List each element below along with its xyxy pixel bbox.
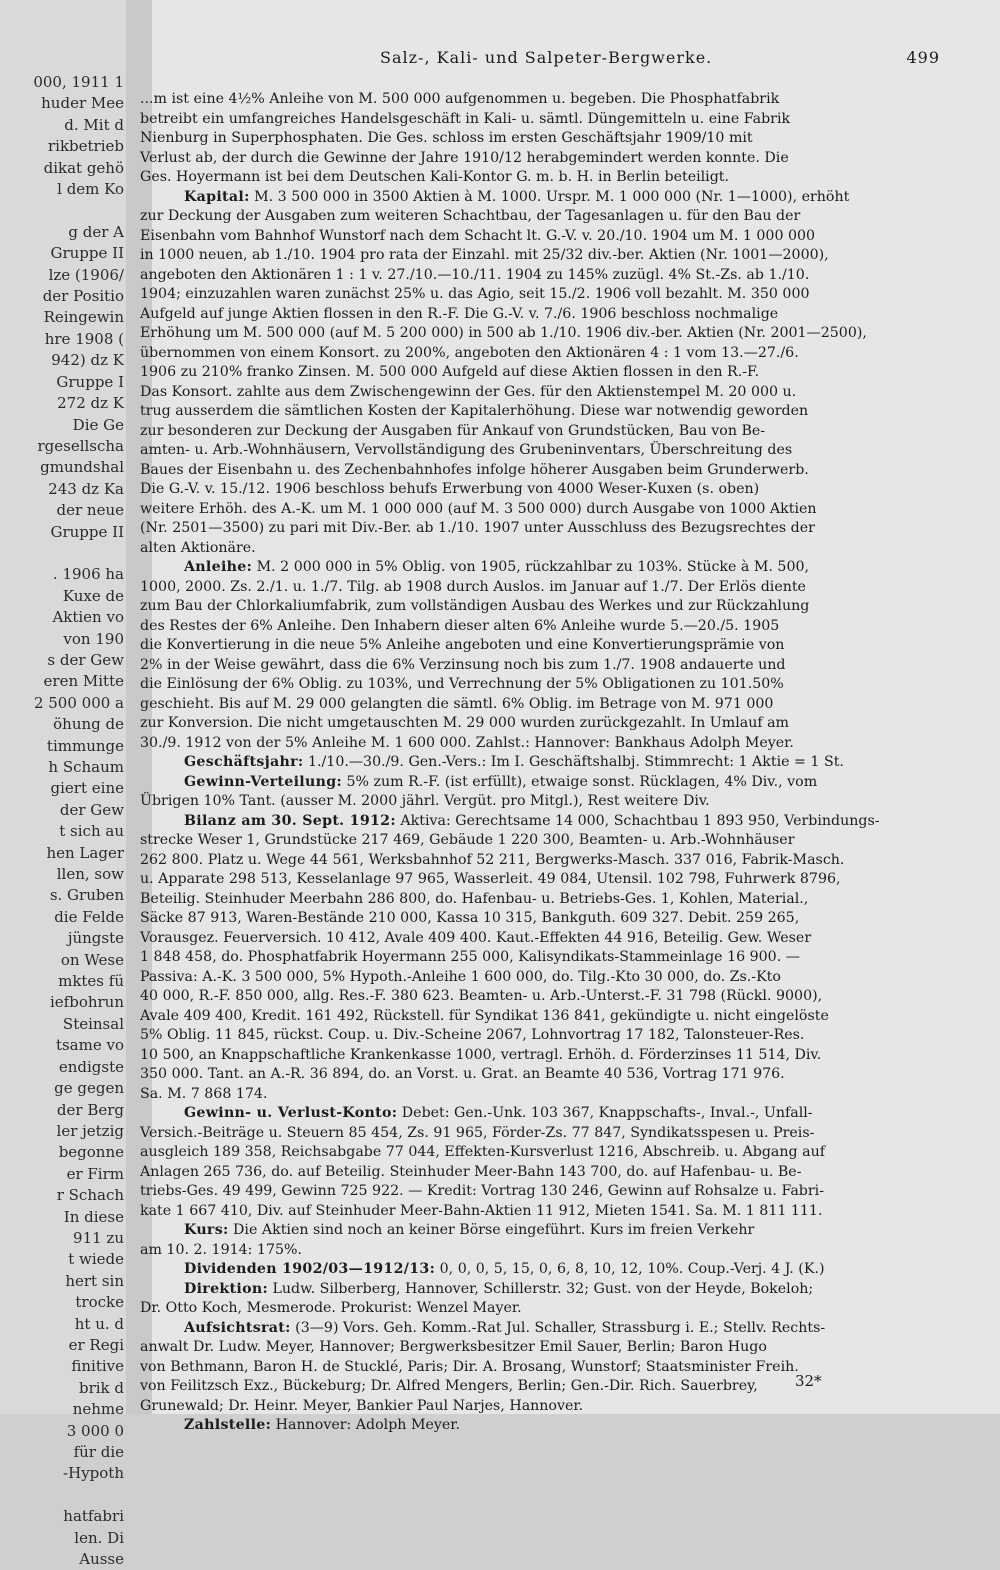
line-text: 1000, 2000. Zs. 2./1. u. 1./7. Tilg. ab 1908 durch Auslos. im Januar auf 1./7. Der Erlös diente bbox=[140, 578, 806, 595]
facing-page-line: s der Gew bbox=[47, 650, 124, 669]
facing-page-line: begonne bbox=[58, 1143, 124, 1162]
text-line bbox=[140, 129, 938, 149]
facing-page-line: rikbetrieb bbox=[47, 137, 124, 156]
line-text: ausgleich 189 358, Reichsabgabe 77 044, Effekten-Kursverlust 1216, Abschreib. u. Abgang auf bbox=[140, 1144, 825, 1160]
text-line bbox=[140, 207, 938, 227]
facing-page-line: 272 dz K bbox=[57, 394, 124, 413]
facing-page-line: dikat gehö bbox=[43, 158, 124, 177]
line-text: 2% in der Weise gewährt, dass die 6% Verzinsung noch bis zum 1./7. 1908 andauerte und bbox=[140, 656, 786, 673]
text-line bbox=[140, 285, 938, 305]
facing-page-line: len. Di bbox=[74, 1528, 124, 1547]
section-label: Aufsichtsrat: bbox=[184, 1319, 291, 1336]
text-line bbox=[140, 168, 938, 188]
line-text: 1./10.—30./9. Gen.-Vers.: Im I. Geschäftshalbj. Stimmrecht: 1 Aktie = 1 St. bbox=[303, 754, 844, 770]
text-line bbox=[140, 870, 938, 890]
text-line bbox=[140, 422, 938, 442]
facing-page-line: der neue bbox=[56, 501, 124, 520]
text-line bbox=[140, 1104, 938, 1124]
line-text: in 1000 neuen, ab 1./10. 1904 pro rata der Einzahl. mit 25/32 div.-ber. Aktien (Nr. 1001—2000), bbox=[140, 247, 829, 263]
line-text: Eisenbahn vom Bahnhof Wunstorf nach dem Schacht lt. G.-V. v. 20./10. 1904 um M. 1 000 000 bbox=[140, 227, 816, 244]
line-text: Avale 409 400, Kredit. 161 492, Rückstell. für Syndikat 136 841, gekündigte u. nicht eingelöste bbox=[140, 1007, 829, 1024]
facing-page-line: jüngste bbox=[67, 929, 124, 948]
line-text: alten Aktionäre. bbox=[140, 539, 256, 556]
line-text: die Einlösung der 6% Oblig. zu 103%, und Verrechnung der 5% Obligationen zu 101.50% bbox=[140, 676, 784, 692]
line-text: Grunewald; Dr. Heinr. Meyer, Bankier Paul Narjes, Hannover. bbox=[140, 1397, 584, 1414]
paragraph bbox=[140, 1260, 938, 1280]
line-text: angeboten den Aktionären 1 : 1 v. 27./10.—10./11. 1904 zu 145% zuzügl. 4% St.-Zs. ab 1./10. bbox=[140, 266, 810, 283]
line-text: M. 2 000 000 in 5% Oblig. von 1905, rückzahlbar zu 103%. Stücke à M. 500, bbox=[252, 559, 810, 575]
line-text: Hannover: Adolph Meyer. bbox=[271, 1417, 461, 1433]
facing-page-line: gmundshal bbox=[40, 458, 124, 477]
facing-page-line: hatfabri bbox=[63, 1507, 124, 1526]
facing-page-line: r Schach bbox=[56, 1186, 124, 1205]
facing-page-line: Ausse bbox=[79, 1550, 124, 1569]
facing-page-line: Gruppe II bbox=[50, 522, 124, 541]
section-label: Gewinn-Verteilung: bbox=[184, 773, 342, 790]
facing-page-line: hre 1908 ( bbox=[44, 329, 124, 348]
text-line bbox=[140, 324, 938, 344]
facing-page-line bbox=[0, 543, 124, 564]
section-label: Geschäftsjahr: bbox=[184, 754, 304, 770]
text-line bbox=[140, 363, 938, 383]
facing-page-line: Die Ge bbox=[72, 415, 124, 434]
line-text: 30./9. 1912 von der 5% Anleihe M. 1 600 000. Zahlst.: Hannover: Bankhaus Adolph Meyer. bbox=[140, 734, 794, 751]
line-text: Die G.-V. v. 15./12. 1906 beschloss behufs Erwerbung von 4000 Weser-Kuxen (s. oben) bbox=[140, 481, 760, 497]
section-label: Anleihe: bbox=[184, 559, 253, 575]
text-line bbox=[140, 246, 938, 266]
facing-page-line: er Regi bbox=[68, 1335, 124, 1354]
facing-page-line: ler jetzig bbox=[56, 1121, 124, 1140]
facing-page-line: er Firm bbox=[66, 1164, 124, 1183]
line-text: zum Bau der Chlorkaliumfabrik, zum vollständigen Ausbau des Werkes und zur Rückzahlung bbox=[140, 598, 810, 614]
section-label: Kapital: bbox=[184, 188, 250, 205]
facing-page-line: Reingewin bbox=[43, 308, 124, 327]
facing-page-line: der Positio bbox=[42, 287, 124, 306]
facing-page-line: l dem Ko bbox=[57, 180, 124, 199]
text-line bbox=[140, 188, 938, 208]
facing-page-line bbox=[0, 1485, 124, 1506]
facing-page-line: In diese bbox=[63, 1207, 124, 1226]
line-text: 262 800. Platz u. Wege 44 561, Werksbahnhof 52 211, Bergwerks-Masch. 337 016, Fabrik-Masch. bbox=[140, 851, 845, 868]
paragraph bbox=[140, 812, 938, 1105]
facing-page-line: brik d bbox=[78, 1378, 124, 1397]
paragraph bbox=[140, 90, 938, 188]
facing-page-line: die Felde bbox=[54, 907, 124, 926]
facing-page-line: Gruppe I bbox=[56, 372, 124, 391]
text-line bbox=[140, 1260, 938, 1280]
facing-page-line: 000, 1911 1 bbox=[33, 73, 124, 91]
line-text: geschieht. Bis auf M. 29 000 gelangten die sämtl. 6% Oblig. im Betrage von M. 971 000 bbox=[140, 695, 774, 712]
text-line bbox=[140, 500, 938, 520]
section-label: Gewinn- u. Verlust-Konto: bbox=[184, 1105, 398, 1121]
line-text: trug ausserdem die sämtlichen Kosten der Kapitalerhöhung. Diese war notwendig geworden bbox=[140, 403, 809, 419]
line-text: Nienburg in Superphosphaten. Die Ges. schloss im ersten Geschäftsjahr 1909/10 mit bbox=[140, 130, 753, 146]
page-number: 499 bbox=[906, 48, 940, 67]
text-line bbox=[140, 1046, 938, 1066]
text-line bbox=[140, 812, 938, 832]
line-text: Anlagen 265 736, do. auf Beteilig. Steinhuder Meer-Bahn 143 700, do. auf Hafenbau- u. Be- bbox=[140, 1163, 802, 1180]
line-text: Versich.-Beiträge u. Steuern 85 454, Zs. 91 965, Förder-Zs. 77 847, Syndikatsspesen u. Preis- bbox=[140, 1124, 815, 1141]
text-line bbox=[140, 227, 938, 247]
text-line bbox=[140, 266, 938, 286]
paragraph bbox=[140, 1319, 938, 1417]
text-line bbox=[140, 1163, 938, 1183]
section-label: Direktion: bbox=[184, 1280, 268, 1297]
text-line bbox=[140, 1221, 938, 1241]
paragraph bbox=[140, 1221, 938, 1260]
facing-page-line: ge gegen bbox=[54, 1079, 124, 1098]
text-line bbox=[140, 1299, 938, 1319]
facing-page-line: mktes fü bbox=[58, 972, 124, 991]
facing-page-line: der Gew bbox=[59, 800, 124, 819]
facing-page-fragment bbox=[0, 0, 127, 1569]
text-line bbox=[140, 1124, 938, 1144]
text-line bbox=[140, 402, 938, 422]
line-text: 0, 0, 0, 5, 15, 0, 6, 8, 10, 12, 10%. Coup.-Verj. 4 J. (K.) bbox=[435, 1261, 825, 1277]
facing-page-line: 243 dz Ka bbox=[48, 479, 124, 498]
text-line bbox=[140, 890, 938, 910]
facing-page-line: h Schaum bbox=[48, 758, 124, 776]
text-line bbox=[140, 110, 938, 130]
facing-page-line: Aktien vo bbox=[52, 608, 124, 627]
facing-page-line: -Hypoth bbox=[63, 1464, 124, 1483]
text-line bbox=[140, 519, 938, 539]
text-line bbox=[140, 558, 938, 578]
text-line bbox=[140, 753, 938, 773]
text-line bbox=[140, 968, 938, 988]
section-label: Zahlstelle: bbox=[184, 1417, 272, 1433]
text-line bbox=[140, 851, 938, 871]
text-line bbox=[140, 656, 938, 676]
paragraph bbox=[140, 773, 938, 812]
line-text: Aufgeld auf junge Aktien flossen in den R.-F. Die G.-V. v. 7./6. 1906 beschloss nochmalige bbox=[140, 305, 779, 322]
line-text: ...m ist eine 4½% Anleihe von M. 500 000 aufgenommen u. begeben. Die Phosphatfabrik bbox=[140, 91, 780, 107]
facing-page-line: eren Mitte bbox=[43, 672, 124, 691]
facing-page-line: d. Mit d bbox=[64, 115, 124, 134]
line-text: 5% Oblig. 11 845, rückst. Coup. u. Div.-Scheine 2067, Lohnvortrag 17 182, Talonsteuer-Res. bbox=[140, 1027, 805, 1043]
facing-page-line: on Wese bbox=[60, 950, 124, 969]
facing-page-line: 2 500 000 a bbox=[33, 693, 124, 712]
facing-page-line: lze (1906/ bbox=[48, 265, 124, 284]
line-text: Baues der Eisenbahn u. des Zechenbahnhofes infolge höherer Ausgaben beim Grunderwerb. bbox=[140, 461, 809, 478]
page-footer bbox=[140, 1372, 940, 1394]
paragraph bbox=[140, 753, 938, 773]
text-line bbox=[140, 1182, 938, 1202]
text-line bbox=[140, 792, 938, 812]
line-text: M. 3 500 000 in 3500 Aktien à M. 1000. Urspr. M. 1 000 000 (Nr. 1—1000), erhöht bbox=[249, 188, 850, 205]
paragraph bbox=[140, 1416, 938, 1436]
facing-page-line: ht u. d bbox=[74, 1314, 124, 1333]
facing-page-line: rgesellscha bbox=[37, 436, 124, 455]
text-line bbox=[140, 441, 938, 461]
facing-page-line: hen Lager bbox=[46, 843, 124, 862]
text-line bbox=[140, 948, 938, 968]
facing-page-line: g der A bbox=[68, 222, 124, 241]
line-text: Debet: Gen.-Unk. 103 367, Knappschafts-, Inval.-, Unfall- bbox=[397, 1105, 813, 1121]
text-line bbox=[140, 1338, 938, 1358]
text-line bbox=[140, 714, 938, 734]
text-line bbox=[140, 1065, 938, 1085]
line-text: triebs-Ges. 49 499, Gewinn 725 922. — Kredit: Vortrag 130 246, Gewinn auf Rohsalze u. Fabri- bbox=[140, 1183, 824, 1199]
text-line bbox=[140, 344, 938, 364]
line-text: betreibt ein umfangreiches Handelsgeschäft in Kali- u. sämtl. Düngemitteln u. eine Fabrik bbox=[140, 110, 791, 127]
line-text: am 10. 2. 1914: 175%. bbox=[140, 1241, 303, 1258]
line-text: 1906 zu 210% franko Zinsen. M. 500 000 Aufgeld auf diese Aktien flossen in den R.-F. bbox=[140, 364, 760, 380]
text-line bbox=[140, 1026, 938, 1046]
text-line bbox=[140, 1085, 938, 1105]
line-text: Aktiva: Gerechtsame 14 000, Schachtbau 1 893 950, Verbindungs- bbox=[395, 812, 880, 829]
paragraph bbox=[140, 1104, 938, 1221]
text-line bbox=[140, 1280, 938, 1300]
line-text: von Feilitzsch Exz., Bückeburg; Dr. Alfred Mengers, Berlin; Gen.-Dir. Rich. Sauerbrey, bbox=[140, 1378, 758, 1394]
line-text: weitere Erhöh. des A.-K. um M. 1 000 000 (auf M. 3 500 000) durch Ausgabe von 1000 Aktien bbox=[140, 500, 817, 517]
facing-page-line: nehme bbox=[72, 1400, 124, 1419]
line-text: des Restes der 6% Anleihe. Den Inhabern dieser alten 6% Anleihe wurde 5.—20./5. 1905 bbox=[140, 617, 780, 634]
line-text: 5% zum R.-F. (ist erfüllt), etwaige sonst. Rücklagen, 4% Div., vom bbox=[341, 773, 818, 790]
facing-page-line: t wiede bbox=[68, 1250, 124, 1269]
text-line bbox=[140, 987, 938, 1007]
facing-page-line: Steinsal bbox=[62, 1014, 124, 1033]
line-text: Das Konsort. zahlte aus dem Zwischengewinn der Ges. für den Aktienstempel M. 20 000 u. bbox=[140, 383, 797, 400]
facing-page-line: giert eine bbox=[50, 779, 124, 798]
text-line bbox=[140, 773, 938, 793]
line-text: 1 848 458, do. Phosphatfabrik Hoyermann 255 000, Kalisyndikats-Stammeinlage 16 900. — bbox=[140, 949, 800, 965]
facing-page-line: 942) dz K bbox=[51, 351, 124, 370]
running-title: Salz-, Kali- und Salpeter-Bergwerke. bbox=[380, 48, 713, 67]
line-text: 40 000, R.-F. 850 000, allg. Res.-F. 380 623. Beamten- u. Arb.-Unterst.-F. 31 798 (Rückl. 9000), bbox=[140, 988, 823, 1004]
line-text: zur Deckung der Ausgaben zum weiteren Schachtbau, der Tagesanlagen u. für den Bau der bbox=[140, 208, 801, 224]
facing-page-line: timmunge bbox=[46, 736, 124, 755]
facing-page-line: Kuxe de bbox=[62, 586, 124, 605]
text-line bbox=[140, 539, 938, 559]
text-line bbox=[140, 734, 938, 754]
line-text: Übrigen 10% Tant. (ausser M. 2000 jährl. Vergüt. pro Mitgl.), Rest weitere Div. bbox=[140, 793, 710, 809]
facing-page-line: hert sin bbox=[65, 1271, 124, 1290]
signature-mark: 32* bbox=[795, 1372, 822, 1390]
line-text: die Konvertierung in die neue 5% Anleihe angeboten und eine Konvertierungsprämie von bbox=[140, 637, 785, 653]
line-text: Dr. Otto Koch, Mesmerode. Prokurist: Wenzel Mayer. bbox=[140, 1300, 522, 1316]
facing-page-line: huder Mee bbox=[41, 94, 124, 113]
facing-page-line: trocke bbox=[75, 1293, 124, 1312]
text-line bbox=[140, 149, 938, 169]
text-line bbox=[140, 1007, 938, 1027]
text-line bbox=[140, 597, 938, 617]
facing-page-line: . 1906 ha bbox=[52, 565, 124, 584]
facing-page-line: finitive bbox=[71, 1357, 124, 1376]
line-text: amten- u. Arb.-Wohnhäusern, Vervollständigung des Grubeninventars, Überschreitung des bbox=[140, 442, 793, 458]
main-page bbox=[140, 40, 940, 1433]
line-text: (3—9) Vors. Geh. Komm.-Rat Jul. Schaller, Strassburg i. E.; Stellv. Rechts- bbox=[290, 1319, 826, 1336]
facing-page-line: 911 zu bbox=[73, 1228, 124, 1247]
line-text: Sa. M. 7 868 174. bbox=[140, 1085, 268, 1102]
facing-page-line: s. Gruben bbox=[49, 886, 124, 905]
facing-page-lines bbox=[0, 72, 124, 1570]
text-line bbox=[140, 480, 938, 500]
section-label: Dividenden 1902/03—1912/13: bbox=[184, 1261, 436, 1277]
page-body bbox=[140, 90, 938, 1436]
section-label: Bilanz am 30. Sept. 1912: bbox=[184, 812, 396, 829]
paragraph bbox=[140, 558, 938, 753]
text-line bbox=[140, 1416, 938, 1436]
paragraph bbox=[140, 1280, 938, 1319]
facing-page-line: endigste bbox=[58, 1057, 124, 1076]
section-label: Kurs: bbox=[184, 1222, 229, 1238]
facing-page-line bbox=[0, 200, 124, 221]
text-line bbox=[140, 675, 938, 695]
text-line bbox=[140, 305, 938, 325]
text-line bbox=[140, 831, 938, 851]
text-line bbox=[140, 636, 938, 656]
facing-page-line: iefbohrun bbox=[49, 993, 124, 1012]
text-line bbox=[140, 1241, 938, 1261]
text-line bbox=[140, 1143, 938, 1163]
line-text: von Bethmann, Baron H. de Stucklé, Paris; Dir. A. Brosang, Wunstorf; Staatsminister Freih. bbox=[140, 1358, 799, 1375]
line-text: (Nr. 2501—3500) zu pari mit Div.-Ber. ab 1./10. 1907 unter Ausschluss des Bezugsrechtes der bbox=[140, 520, 815, 536]
facing-page-line: für die bbox=[73, 1443, 124, 1461]
facing-page-line: 3 000 0 bbox=[66, 1421, 124, 1440]
facing-page-line: tsame vo bbox=[55, 1036, 124, 1055]
text-line bbox=[140, 1319, 938, 1339]
text-line bbox=[140, 909, 938, 929]
text-line bbox=[140, 578, 938, 598]
line-text: 350 000. Tant. an A.-R. 36 894, do. an Vorst. u. Grat. an Beamte 40 536, Vortrag 171 976. bbox=[140, 1066, 785, 1082]
facing-page-line: von 190 bbox=[63, 629, 124, 648]
text-line bbox=[140, 90, 938, 110]
line-text: Säcke 87 913, Waren-Bestände 210 000, Kassa 10 315, Bankguth. 609 327. Debit. 259 265, bbox=[140, 910, 800, 926]
facing-page-line: der Berg bbox=[56, 1100, 124, 1119]
facing-page-line: Gruppe II bbox=[50, 244, 124, 263]
line-text: Erhöhung um M. 500 000 (auf M. 5 200 000) in 500 ab 1./10. 1906 div.-ber. Aktien (Nr. 2001—2500), bbox=[140, 325, 867, 341]
text-line bbox=[140, 695, 938, 715]
line-text: Passiva: A.-K. 3 500 000, 5% Hypoth.-Anleihe 1 600 000, do. Tilg.-Kto 30 000, do. Zs.-Kto bbox=[140, 968, 781, 985]
line-text: Vorausgez. Feuerversich. 10 412, Avale 409 400. Kaut.-Effekten 44 916, Beteilig. Gew. Weser bbox=[140, 929, 812, 946]
text-line bbox=[140, 383, 938, 403]
line-text: anwalt Dr. Ludw. Meyer, Hannover; Bergwerksbesitzer Emil Sauer, Berlin; Baron Hugo bbox=[140, 1339, 767, 1355]
line-text: 10 500, an Knappschaftliche Krankenkasse 1000, vertragl. Erhöh. d. Förderzinses 11 514, Div. bbox=[140, 1046, 822, 1063]
line-text: übernommen von einem Konsort. zu 200%, angeboten den Aktionären 4 : 1 vom 13.—27./6. bbox=[140, 344, 799, 361]
text-line bbox=[140, 1397, 938, 1417]
line-text: u. Apparate 298 513, Kesselanlage 97 965, Wasserleit. 49 084, Utensil. 102 798, Fuhrwerk 8796, bbox=[140, 871, 841, 887]
line-text: zur Konversion. Die nicht umgetauschten M. 29 000 wurden zurückgezahlt. In Umlauf am bbox=[140, 715, 790, 731]
facing-page-line: llen, sow bbox=[56, 865, 124, 884]
text-line bbox=[140, 617, 938, 637]
line-text: strecke Weser 1, Grundstücke 217 469, Gebäude 1 220 300, Beamten- u. Arb.-Wohnhäuser bbox=[140, 832, 795, 848]
line-text: kate 1 667 410, Div. auf Steinhuder Meer-Bahn-Aktien 11 912, Mieten 1541. Sa. M. 1 811 111. bbox=[140, 1202, 823, 1219]
line-text: Ges. Hoyermann ist bei dem Deutschen Kali-Kontor G. m. b. H. in Berlin beteiligt. bbox=[140, 169, 730, 185]
facing-page-line: t sich au bbox=[59, 822, 124, 841]
facing-page-line: öhung de bbox=[53, 715, 124, 734]
paragraph bbox=[140, 188, 938, 559]
line-text: Verlust ab, der durch die Gewinne der Jahre 1910/12 herabgemindert werden konnte. Die bbox=[140, 149, 789, 166]
line-text: 1904; einzuzahlen waren zunächst 25% u. das Agio, seit 15./2. 1906 voll bezahlt. M. 350 000 bbox=[140, 286, 810, 302]
line-text: Ludw. Silberberg, Hannover, Schillerstr. 32; Gust. von der Heyde, Bokeloh; bbox=[267, 1280, 814, 1297]
text-line bbox=[140, 461, 938, 481]
text-line bbox=[140, 929, 938, 949]
text-line bbox=[140, 1202, 938, 1222]
line-text: Beteilig. Steinhuder Meerbahn 286 800, do. Hafenbau- u. Betriebs-Ges. 1, Kohlen, Material., bbox=[140, 890, 809, 907]
running-header bbox=[140, 48, 940, 72]
line-text: zur besonderen zur Deckung der Ausgaben für Ankauf von Grundstücken, Bau von Be- bbox=[140, 422, 766, 439]
line-text: Die Aktien sind noch an keiner Börse eingeführt. Kurs im freien Verkehr bbox=[228, 1222, 755, 1238]
